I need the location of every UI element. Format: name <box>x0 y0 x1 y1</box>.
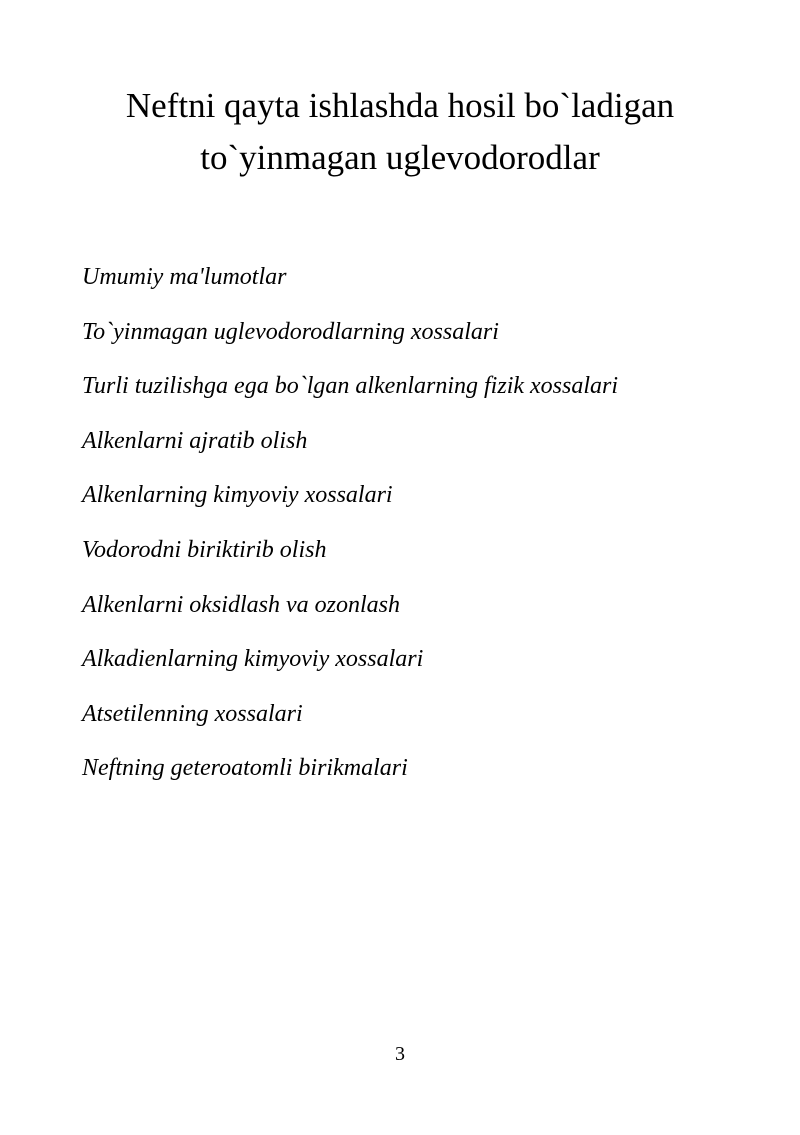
page-number: 3 <box>395 1043 405 1065</box>
toc-item: Neftning geteroatomli birikmalari <box>82 755 408 782</box>
toc-item: Alkenlarning kimyoviy xossalari <box>82 482 393 509</box>
table-of-contents <box>82 258 618 804</box>
toc-item: Alkenlarni ajratib olish <box>82 427 308 454</box>
toc-item: Alkenlarni oksidlash va ozonlash <box>82 591 400 618</box>
title-line-2: to`yinmagan uglevodorodlar <box>200 138 600 177</box>
toc-item: Atsetilenning xossalari <box>82 700 303 727</box>
toc-item: To`yinmagan uglevodorodlarning xossalari <box>82 318 499 345</box>
toc-item: Vodorodni biriktirib olish <box>82 536 327 563</box>
toc-item: Umumiy ma'lumotlar <box>82 264 287 290</box>
title-line-1: Neftni qayta ishlashda hosil bo`ladigan <box>125 86 675 125</box>
toc-item: Turli tuzilishga ega bo`lgan alkenlarning fizik xossalari <box>82 373 619 400</box>
toc-item: Alkadienlarning kimyoviy xossalari <box>82 646 424 673</box>
page-title <box>0 80 800 184</box>
